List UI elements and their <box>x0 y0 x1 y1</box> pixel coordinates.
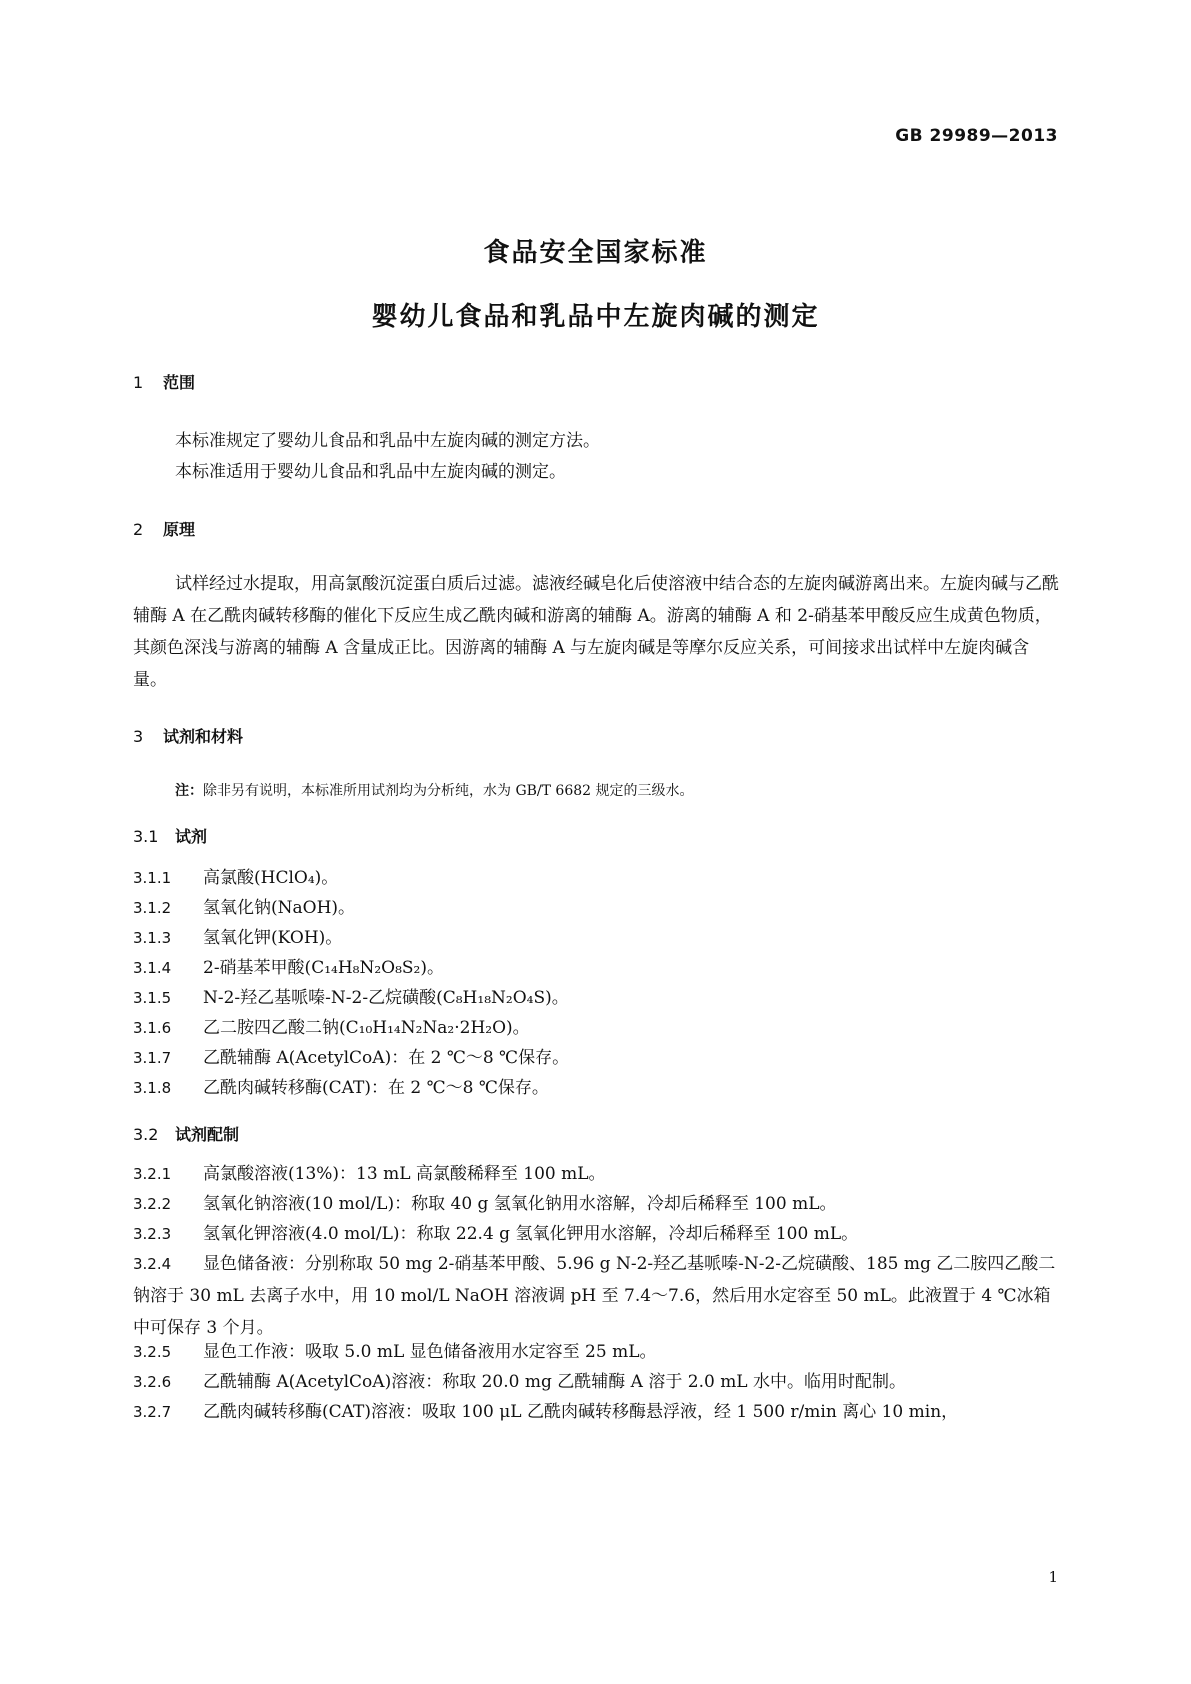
item-number: 3.1.2 <box>133 899 172 917</box>
list-item <box>133 862 1059 894</box>
item-text: 氢氧化钠(NaOH)。 <box>203 898 356 918</box>
subsection-3-1-heading <box>133 824 207 847</box>
section-1-paragraph-2: 本标准适用于婴幼儿食品和乳品中左旋肉碱的测定。 <box>175 462 566 482</box>
list-item <box>133 1188 1059 1220</box>
item-text: N-2-羟乙基哌嗪-N-2-乙烷磺酸(C₈H₁₈N₂O₄S)。 <box>203 988 569 1008</box>
item-text: 氢氧化钠溶液(10 mol/L)：称取 40 g 氢氧化钠用水溶解，冷却后稀释至 100 mL。 <box>203 1194 837 1214</box>
list-item <box>133 982 1059 1014</box>
list-item <box>133 1012 1059 1044</box>
item-text: 高氯酸溶液(13%)：13 mL 高氯酸稀释至 100 mL。 <box>203 1164 606 1184</box>
list-item <box>133 1396 1059 1428</box>
subsection-title: 试剂 <box>175 827 208 846</box>
item-text: 乙酰肉碱转移酶(CAT)：在 2 ℃～8 ℃保存。 <box>203 1078 549 1098</box>
item-number: 3.1.3 <box>133 929 172 947</box>
item-text: 乙酰辅酶 A(AcetylCoA)：在 2 ℃～8 ℃保存。 <box>203 1048 570 1068</box>
item-text: 显色储备液：分别称取 50 mg 2-硝基苯甲酸、5.96 g N-2-羟乙基哌嗪-N-2-乙烷磺酸、185 mg 乙二胺四乙酸二钠溶于 30 mL 去离子水中，用 10 mol/L NaOH 溶液调 pH 至 7.4～7.6，然后用水定容至 50 mL。此液置于 4 ℃冰箱中可保存 3 个月。 <box>133 1254 1056 1338</box>
section-1-heading <box>133 370 195 393</box>
item-number: 3.1.1 <box>133 869 172 887</box>
section-number: 1 <box>133 373 144 392</box>
item-number: 3.2.7 <box>133 1403 172 1421</box>
section-number: 3 <box>133 727 144 746</box>
list-item <box>133 1042 1059 1074</box>
list-item <box>133 922 1059 954</box>
section-title: 范围 <box>163 373 196 392</box>
item-text: 乙酰辅酶 A(AcetylCoA)溶液：称取 20.0 mg 乙酰辅酶 A 溶于 2.0 mL 水中。临用时配制。 <box>203 1372 907 1392</box>
section-title: 原理 <box>163 520 196 539</box>
section-title: 试剂和材料 <box>163 727 244 746</box>
section-2-paragraph: 试样经过水提取，用高氯酸沉淀蛋白质后过滤。滤液经碱皂化后使溶液中结合态的左旋肉碱游离出来。左旋肉碱与乙酰辅酶 A 在乙酰肉碱转移酶的催化下反应生成乙酰肉碱和游离的辅酶 A。游离的辅酶 A 和 2-硝基苯甲酸反应生成黄色物质，其颜色深浅与游离的辅酶 A 含量成正比。因游离的辅酶 A 与左旋肉碱是等摩尔反应关系，可间接求出试样中左旋肉碱含量。 <box>133 574 1059 690</box>
section-1-paragraph-1: 本标准规定了婴幼儿食品和乳品中左旋肉碱的测定方法。 <box>175 431 600 451</box>
list-item <box>133 892 1059 924</box>
note <box>175 780 694 800</box>
item-number: 3.1.5 <box>133 989 172 1007</box>
title-line-2: 婴幼儿食品和乳品中左旋肉碱的测定 <box>371 302 820 332</box>
item-number: 3.2.4 <box>133 1255 172 1273</box>
list-item <box>133 1248 1059 1344</box>
subsection-number: 3.1 <box>133 827 159 846</box>
item-number: 3.1.7 <box>133 1049 172 1067</box>
title-line-1: 食品安全国家标准 <box>483 238 708 268</box>
list-item <box>133 1366 1059 1398</box>
item-text: 氢氧化钾(KOH)。 <box>203 928 343 948</box>
item-number: 3.2.1 <box>133 1165 172 1183</box>
section-2-heading <box>133 517 195 540</box>
subsection-number: 3.2 <box>133 1125 159 1144</box>
subsection-title: 试剂配制 <box>175 1125 240 1144</box>
item-text: 高氯酸(HClO₄)。 <box>203 868 339 888</box>
item-number: 3.2.6 <box>133 1373 172 1391</box>
item-number: 3.1.4 <box>133 959 172 977</box>
subsection-3-2-heading <box>133 1122 239 1145</box>
item-number: 3.1.6 <box>133 1019 172 1037</box>
list-item <box>133 1218 1059 1250</box>
list-item <box>133 1336 1059 1368</box>
item-text: 显色工作液：吸取 5.0 mL 显色储备液用水定容至 25 mL。 <box>203 1342 657 1362</box>
item-number: 3.1.8 <box>133 1079 172 1097</box>
list-item <box>133 952 1059 984</box>
item-text: 乙二胺四乙酸二钠(C₁₀H₁₄N₂Na₂·2H₂O)。 <box>203 1018 530 1038</box>
item-number: 3.2.3 <box>133 1225 172 1243</box>
list-item <box>133 1072 1059 1104</box>
item-text: 乙酰肉碱转移酶(CAT)溶液：吸取 100 μL 乙酰肉碱转移酶悬浮液，经 1 500 r/min 离心 10 min， <box>203 1402 959 1422</box>
standard-number: GB 29989—2013 <box>895 126 1058 146</box>
note-label: 注： <box>175 783 203 799</box>
section-number: 2 <box>133 520 144 539</box>
item-text: 2-硝基苯甲酸(C₁₄H₈N₂O₈S₂)。 <box>203 958 445 978</box>
section-3-heading <box>133 724 243 747</box>
item-text: 氢氧化钾溶液(4.0 mol/L)：称取 22.4 g 氢氧化钾用水溶解，冷却后稀释至 100 mL。 <box>203 1224 859 1244</box>
item-number: 3.2.5 <box>133 1343 172 1361</box>
item-number: 3.2.2 <box>133 1195 172 1213</box>
list-item <box>133 1158 1059 1190</box>
page-number: 1 <box>1048 1568 1058 1586</box>
note-text: 除非另有说明，本标准所用试剂均为分析纯，水为 GB/T 6682 规定的三级水。 <box>203 783 694 799</box>
